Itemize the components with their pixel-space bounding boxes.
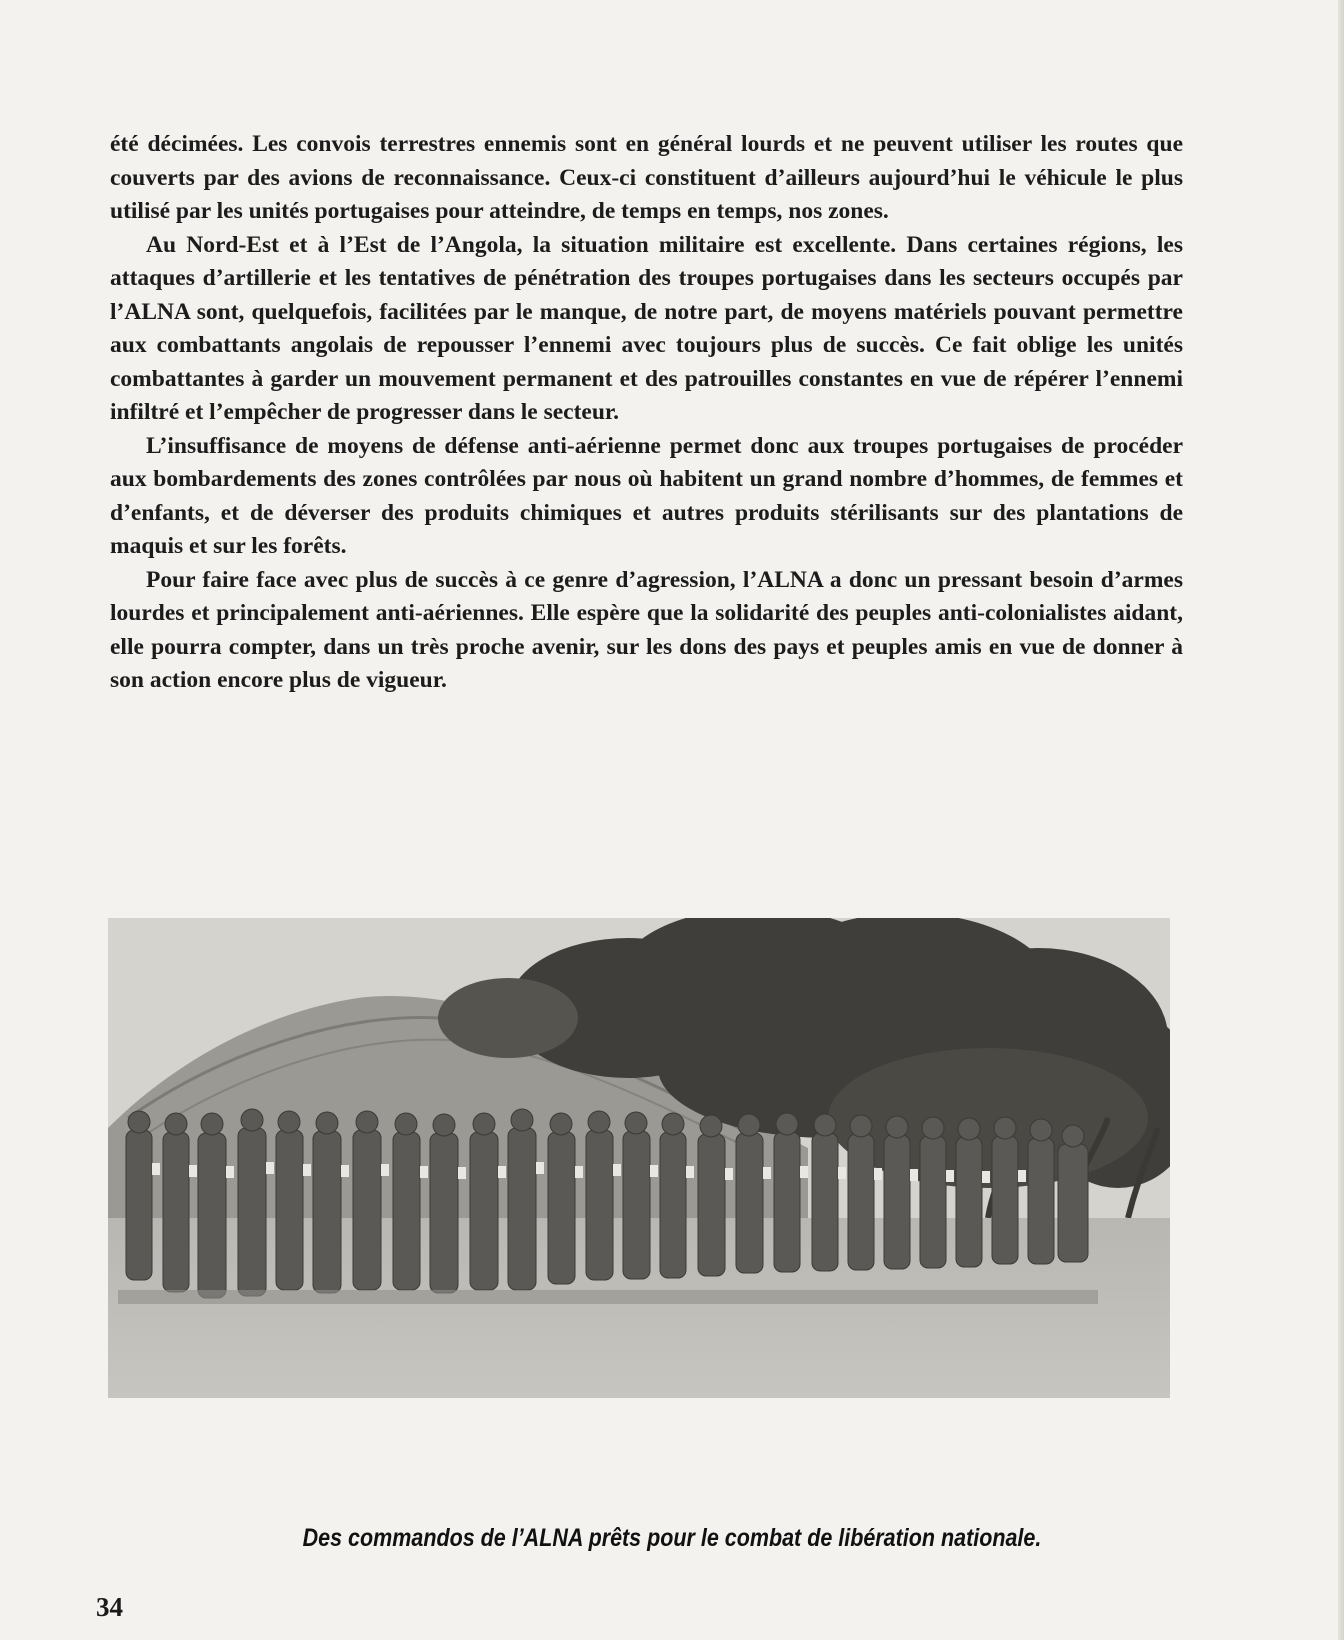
photo-shadow xyxy=(118,1290,1098,1304)
article-body xyxy=(110,128,1183,698)
photo-soldiers xyxy=(108,918,1170,1398)
paragraph-3: L’insuffisance de moyens de défense anti-aérienne permet donc aux troupes portugaises de procéder aux bombardements des zones contrôlées par nous où habitent un grand nombre d’hommes, de femmes et d’enfants, et de déverser des produits chimiques et autres produits stérilisants sur des plantations de maquis et sur les forêts. xyxy=(110,432,1183,559)
photo-caption: Des commandos de l’ALNA prêts pour le combat de libération nationale. xyxy=(302,1524,1042,1552)
paragraph-2: Au Nord-Est et à l’Est de l’Angola, la situation militaire est excellente. Dans certaines régions, les attaques d’artillerie et les tentatives de pénétration des troupes portugaises dans les secteurs occupés par l’ALNA sont, quelquefois, facilitées par le manque, de notre part, de moyens matériels pouvant permettre aux combattants angolais de repousser l’ennemi avec toujours plus de succès. Ce fait oblige les unités combattantes à garder un mouvement permanent et des patrouilles constantes en vue de répérer l’ennemi infiltré et l’empêcher de progresser dans le secteur. xyxy=(110,231,1183,425)
page-number: 34 xyxy=(96,1592,123,1622)
paragraph-1: été décimées. Les convois terrestres ennemis sont en général lourds et ne peuvent utiliser les routes que couverts par des avions de reconnaissance. Ceux-ci constituent d’ailleurs aujourd’hui le véhicule le plus utilisé par les unités portugaises pour atteindre, de temps en temps, nos zones. xyxy=(110,131,1183,224)
paragraph-4: Pour faire face avec plus de succès à ce genre d’agression, l’ALNA a donc un pressant besoin d’armes lourdes et principalement anti-aériennes. Elle espère que la solidarité des peuples anti-colonialistes aidant, elle pourra compter, dans un très proche avenir, sur les dons des pays et peuples amis en vue de donner à son action encore plus de vigueur. xyxy=(110,566,1183,693)
page-edge xyxy=(1338,0,1344,1640)
